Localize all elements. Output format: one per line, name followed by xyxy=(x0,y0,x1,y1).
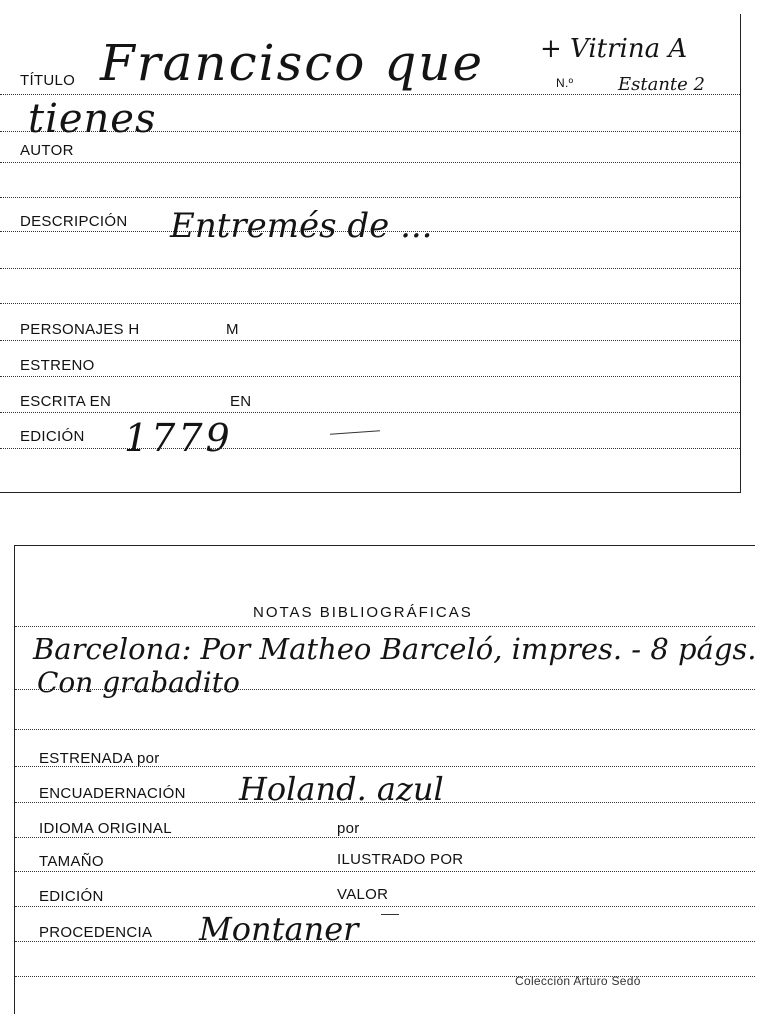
handwritten-title-line2: tienes xyxy=(28,96,157,142)
rule-line xyxy=(0,376,740,377)
rule-line xyxy=(0,162,740,163)
label-descripcion: DESCRIPCIÓN xyxy=(20,213,128,230)
label-estrenada-por: ESTRENADA por xyxy=(39,750,160,767)
notas-heading: NOTAS BIBLIOGRÁFICAS xyxy=(253,604,473,621)
label-m: M xyxy=(226,321,239,338)
label-escrita-en: ESCRITA EN xyxy=(20,393,112,410)
pen-mark xyxy=(381,914,399,915)
label-personajes-h: PERSONAJES H xyxy=(20,321,140,338)
label-numero: N.º xyxy=(556,76,574,90)
label-ilustrado-por: ILUSTRADO POR xyxy=(337,851,464,868)
rule-line xyxy=(0,448,740,449)
handwritten-location-line2: Estante 2 xyxy=(618,74,705,95)
label-estreno: ESTRENO xyxy=(20,357,95,374)
rule-line xyxy=(15,626,755,627)
rule-line xyxy=(15,976,755,977)
pen-mark xyxy=(330,430,380,434)
label-autor: AUTOR xyxy=(20,142,74,159)
label-procedencia: PROCEDENCIA xyxy=(39,924,153,941)
rule-line xyxy=(0,340,740,341)
collection-credit: Colección Arturo Sedó xyxy=(515,974,641,988)
handwritten-procedencia: Montaner xyxy=(199,910,359,948)
rule-line xyxy=(0,412,740,413)
catalog-card-top xyxy=(0,14,741,493)
rule-line xyxy=(0,268,740,269)
handwritten-encuadernacion: Holand. azul xyxy=(239,770,444,808)
handwritten-title-line1: Francisco que xyxy=(100,34,485,92)
rule-line xyxy=(0,303,740,304)
rule-line xyxy=(15,906,755,907)
label-encuadernacion: ENCUADERNACIÓN xyxy=(39,785,186,802)
rule-line xyxy=(15,871,755,872)
handwritten-notes-line1: Barcelona: Por Matheo Barceló, impres. - 8 págs. xyxy=(33,632,757,666)
rule-line xyxy=(15,729,755,730)
rule-line xyxy=(15,837,755,838)
label-tamano: TAMAÑO xyxy=(39,853,104,870)
handwritten-edicion-year: 1779 xyxy=(124,416,233,460)
label-edicion-bottom: EDICIÓN xyxy=(39,888,104,905)
label-por: por xyxy=(337,820,360,837)
label-edicion: EDICIÓN xyxy=(20,428,85,445)
label-idioma-original: IDIOMA ORIGINAL xyxy=(39,820,172,837)
label-titulo: TÍTULO xyxy=(20,72,76,89)
handwritten-descripcion: Entremés de ... xyxy=(170,206,433,246)
label-valor: VALOR xyxy=(337,886,389,903)
rule-line xyxy=(0,197,740,198)
catalog-card-bottom xyxy=(14,545,755,1014)
rule-line xyxy=(15,941,755,942)
handwritten-location-line1: + Vitrina A xyxy=(540,34,688,64)
label-en: EN xyxy=(230,393,252,410)
handwritten-notes-line2: Con grabadito xyxy=(37,666,240,699)
